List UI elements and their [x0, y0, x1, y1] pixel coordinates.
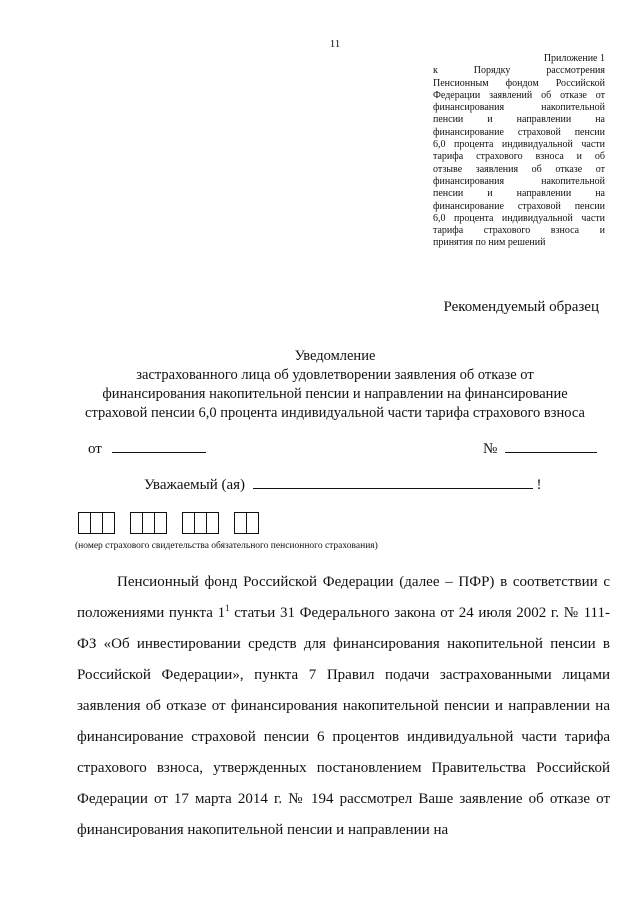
appendix-line: тарифа страхового взноса и [433, 225, 605, 237]
appendix-line: отзыве заявления об отказе от [433, 163, 605, 175]
snils-digit-box[interactable] [206, 512, 219, 534]
notice-subtitle-line: застрахованного лица об удовлетворении заявления об отказе от [136, 367, 534, 383]
snils-digit-box[interactable] [102, 512, 115, 534]
snils-group-2 [131, 512, 167, 534]
notice-subtitle-line: страховой пенсии 6,0 процента индивидуальной части тарифа страхового взноса [85, 405, 585, 421]
appendix-line: финансирование страховой пенсии [433, 200, 605, 212]
appendix-header [433, 53, 605, 250]
body-text-part: статьи 31 Федерального закона от 24 июля 2002 г. № 111-ФЗ «Об инвестировании средств для финансирования накопительной пенсии в Российской Федерации», пункта 7 Правил подачи застрахованными лицами заявления об отказе от финансирования накопительной пенсии и направлении на финансирование страховой пенсии 6 процентов индивидуальной части тарифа страхового взноса, утвержденных постановлением Правительства Российской Федерации от 17 марта 2014 г. № 194 рассмотрел Ваше заявление об отказе от финансирования накопительной пенсии и направлении на [77, 605, 610, 838]
appendix-line: Федерации заявлений об отказе от [433, 89, 605, 101]
snils-group-3 [183, 512, 219, 534]
appendix-line: принятия по ним решений [433, 237, 546, 249]
snils-caption: (номер страхового свидетельства обязательного пенсионного страхования) [75, 541, 378, 551]
date-blank[interactable] [112, 438, 206, 453]
recommended-sample-label: Рекомендуемый образец [443, 299, 599, 315]
addressee-exclamation: ! [536, 477, 542, 493]
appendix-line: тарифа страхового взноса и об [433, 151, 605, 163]
appendix-line: к Порядку рассмотрения [433, 65, 605, 77]
addressee-field [144, 474, 542, 494]
body-text-part: Пенсионный фонд Российской Федерации (далее – ПФР) в соответствии с положениями пункта 1 [77, 574, 610, 621]
appendix-line: финансирование страховой пенсии [433, 126, 605, 138]
number-label: № [483, 441, 498, 457]
snils-digit-box[interactable] [154, 512, 167, 534]
addressee-blank[interactable] [253, 474, 533, 489]
page-number: 11 [329, 38, 341, 50]
notice-subtitle-line: финансирования накопительной пенсии и направлении на финансирование [102, 386, 568, 402]
addressee-label: Уважаемый (ая) [144, 477, 246, 493]
appendix-line: финансирования накопительной [433, 102, 605, 114]
appendix-line: пенсии и направлении на [433, 114, 605, 126]
body-paragraph [77, 567, 610, 846]
snils-group-4 [235, 512, 259, 534]
date-label: от [88, 441, 102, 457]
date-field [88, 438, 206, 458]
appendix-line: пенсии и направлении на [433, 188, 605, 200]
body-superscript: 1 [225, 603, 230, 613]
notice-title: Уведомление [294, 348, 376, 364]
appendix-line: Пенсионным фондом Российской [433, 77, 605, 89]
appendix-line: 6,0 процента индивидуальной части [433, 212, 605, 224]
appendix-line: финансирования накопительной [433, 175, 605, 187]
number-blank[interactable] [505, 438, 597, 453]
snils-group-1 [79, 512, 115, 534]
snils-digit-box[interactable] [246, 512, 259, 534]
appendix-line: 6,0 процента индивидуальной части [433, 139, 605, 151]
notice-heading [55, 347, 615, 423]
number-field [483, 438, 597, 458]
appendix-title: Приложение 1 [543, 53, 605, 64]
